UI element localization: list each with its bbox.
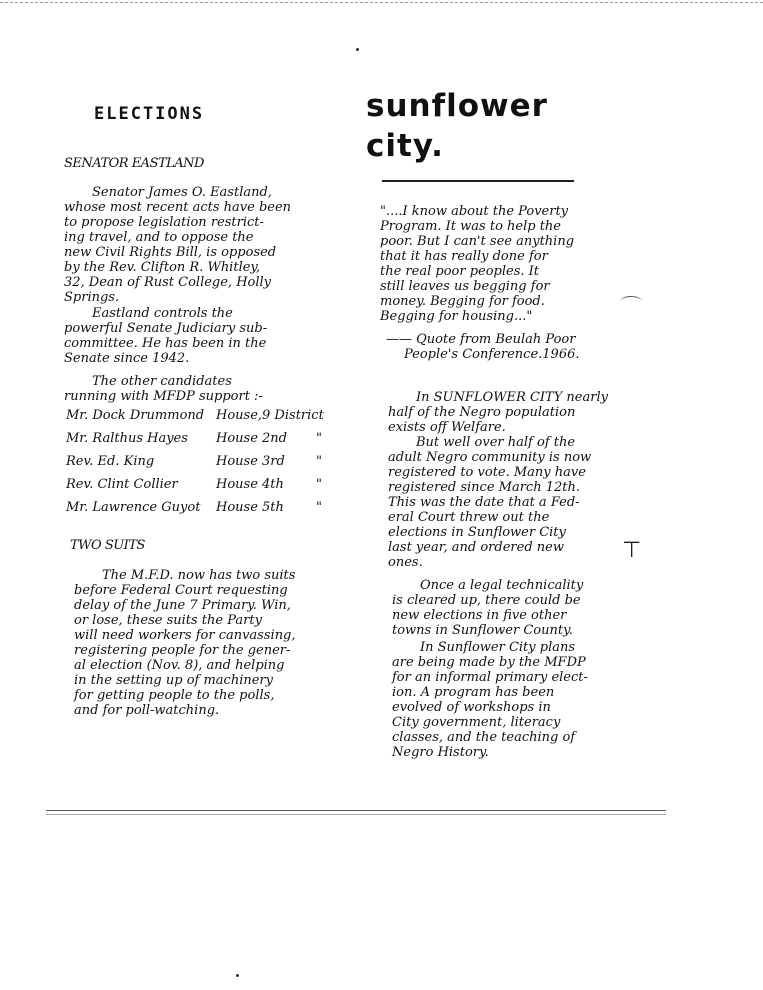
- text-line: new Civil Rights Bill, is opposed: [64, 245, 277, 260]
- candidates-intro: [64, 374, 346, 404]
- senator-eastland-subhead: SENATOR EASTLAND: [64, 156, 204, 171]
- text-line: eral Court threw out the: [388, 510, 550, 525]
- sunflower-paragraph-3: [392, 578, 632, 638]
- candidate-house: House,9 District: [216, 408, 324, 423]
- text-line: money. Begging for food.: [380, 294, 545, 309]
- masthead-underline: [382, 180, 574, 182]
- candidate-name: Rev. Ed. King: [66, 454, 155, 469]
- senator-paragraph-2: [64, 306, 346, 366]
- two-suits-subhead: TWO SUITS: [70, 538, 145, 553]
- text-line: In Sunflower City plans: [420, 640, 576, 655]
- candidate-house: House 2nd: [216, 431, 287, 446]
- text-line: evolved of workshops in: [392, 700, 551, 715]
- text-line: towns in Sunflower County.: [392, 623, 573, 638]
- bottom-rule: [46, 810, 666, 811]
- candidate-house: House 3rd: [216, 454, 285, 469]
- candidate-row: [66, 473, 350, 496]
- text-line: or lose, these suits the Party: [74, 613, 262, 628]
- text-line: half of the Negro population: [388, 405, 576, 420]
- masthead-line-2: city.: [366, 128, 444, 164]
- text-line: Senate since 1942.: [64, 351, 190, 366]
- text-line: in the setting up of machinery: [74, 673, 273, 688]
- text-line: to propose legislation restrict-: [64, 215, 264, 230]
- candidate-name: Rev. Clint Collier: [66, 477, 178, 492]
- text-line: registering people for the gener-: [74, 643, 291, 658]
- text-line: elections in Sunflower City: [388, 525, 566, 540]
- sunflower-paragraph-4: [392, 640, 632, 760]
- text-line: the real poor peoples. It: [380, 264, 540, 279]
- candidate-row: [66, 450, 350, 473]
- text-line: But well over half of the: [416, 435, 576, 450]
- text-line: last year, and ordered new: [388, 540, 564, 555]
- text-line: for an informal primary elect-: [392, 670, 588, 685]
- text-line: committee. He has been in the: [64, 336, 267, 351]
- candidate-name: Mr. Dock Drummond: [66, 408, 205, 423]
- text-line: running with MFDP support :-: [64, 389, 263, 404]
- text-line: whose most recent acts have been: [64, 200, 292, 215]
- senator-paragraph-1: [64, 185, 346, 305]
- ditto-mark: ": [316, 454, 322, 469]
- top-dashed-rule: [0, 2, 763, 3]
- text-line: before Federal Court requesting: [74, 583, 288, 598]
- two-suits-paragraph: [74, 568, 346, 718]
- quote-source: [386, 332, 636, 362]
- text-line: is cleared up, there could be: [392, 593, 581, 608]
- text-line: Springs.: [64, 290, 120, 305]
- text-line: registered to vote. Many have: [388, 465, 586, 480]
- candidates-list: [66, 404, 350, 519]
- scan-artifact-dot: [356, 48, 359, 51]
- text-line: The M.F.D. now has two suits: [102, 568, 296, 583]
- text-line: "....I know about the Poverty: [380, 204, 569, 219]
- text-line: City government, literacy: [392, 715, 561, 730]
- candidate-house: House 4th: [216, 477, 284, 492]
- candidate-name: Mr. Ralthus Hayes: [66, 431, 188, 446]
- candidate-house: House 5th: [216, 500, 284, 515]
- ditto-mark: ": [316, 477, 322, 492]
- text-line: The other candidates: [92, 374, 232, 389]
- masthead: [366, 86, 548, 166]
- candidate-row: [66, 404, 350, 427]
- sunflower-paragraph-2: [388, 435, 628, 570]
- text-line: Eastland controls the: [92, 306, 233, 321]
- text-line: ones.: [388, 555, 423, 570]
- text-line: still leaves us begging for: [380, 279, 550, 294]
- text-line: This was the date that a Fed-: [388, 495, 580, 510]
- scan-artifact-arc: [620, 296, 642, 307]
- text-line: Begging for housing...": [380, 309, 533, 324]
- text-line: —— Quote from Beulah Poor: [386, 332, 576, 347]
- text-line: al election (Nov. 8), and helping: [74, 658, 285, 673]
- text-line: will need workers for canvassing,: [74, 628, 296, 643]
- text-line: registered since March 12th.: [388, 480, 580, 495]
- bottom-rule-shadow: [46, 814, 666, 815]
- scan-artifact-mark: ⊤: [622, 538, 642, 563]
- text-line: In SUNFLOWER CITY nearly: [416, 390, 608, 405]
- text-line: delay of the June 7 Primary. Win,: [74, 598, 291, 613]
- text-line: that it has really done for: [380, 249, 548, 264]
- candidate-row: [66, 427, 350, 450]
- text-line: Negro History.: [392, 745, 489, 760]
- text-line: classes, and the teaching of: [392, 730, 576, 745]
- text-line: exists off Welfare.: [388, 420, 506, 435]
- text-line: are being made by the MFDP: [392, 655, 586, 670]
- text-line: and for poll-watching.: [74, 703, 220, 718]
- text-line: for getting people to the polls,: [74, 688, 275, 703]
- text-line: adult Negro community is now: [388, 450, 592, 465]
- text-line: Program. It was to help the: [380, 219, 561, 234]
- poverty-quote: [380, 204, 630, 324]
- candidate-row: [66, 496, 350, 519]
- ditto-mark: ": [316, 431, 322, 446]
- candidate-name: Mr. Lawrence Guyot: [66, 500, 201, 515]
- text-line: 32, Dean of Rust College, Holly: [64, 275, 272, 290]
- scan-artifact-dot: [236, 974, 239, 977]
- text-line: by the Rev. Clifton R. Whitley,: [64, 260, 261, 275]
- text-line: ing travel, and to oppose the: [64, 230, 254, 245]
- text-line: ion. A program has been: [392, 685, 555, 700]
- masthead-line-1: sunflower: [366, 88, 548, 124]
- text-line: People's Conference.1966.: [404, 347, 580, 362]
- text-line: poor. But I can't see anything: [380, 234, 575, 249]
- ditto-mark: ": [316, 500, 322, 515]
- text-line: Once a legal technicality: [420, 578, 584, 593]
- text-line: powerful Senate Judiciary sub-: [64, 321, 268, 336]
- text-line: Senator James O. Eastland,: [92, 185, 272, 200]
- elections-heading: ELECTIONS: [94, 104, 205, 124]
- text-line: new elections in five other: [392, 608, 567, 623]
- sunflower-paragraph-1: [388, 390, 628, 435]
